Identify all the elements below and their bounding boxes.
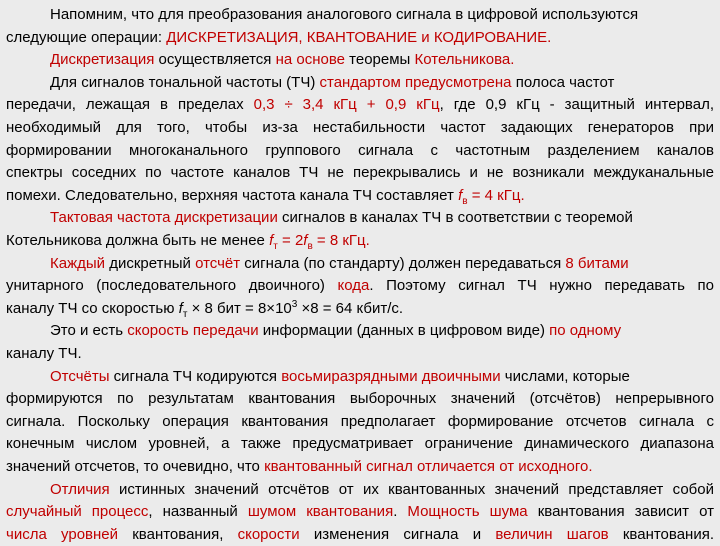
highlighted-text: скорость передачи bbox=[127, 322, 259, 340]
text-line bbox=[6, 298, 714, 320]
highlighted-text: f bbox=[303, 232, 308, 249]
highlighted-text: Котельникова. bbox=[414, 51, 515, 69]
highlighted-text: скорости bbox=[237, 525, 300, 543]
text-line bbox=[50, 366, 714, 388]
highlighted-text: = 8 кГц. bbox=[312, 232, 370, 249]
text-segment: унитарного (последовательного двоичного) bbox=[6, 277, 338, 295]
highlighted-text: по одному bbox=[549, 322, 622, 340]
text-segment: сигнала ТЧ кодируются bbox=[109, 367, 282, 385]
text-segment: квантования зависит от bbox=[527, 503, 714, 521]
highlighted-text: = 4 кГц. bbox=[467, 186, 525, 204]
text-line bbox=[50, 253, 714, 275]
highlighted-text: f bbox=[458, 186, 463, 204]
text-segment: осуществляется bbox=[154, 51, 276, 69]
text-line bbox=[50, 320, 714, 342]
highlighted-text: ДИСКРЕТИЗАЦИЯ, КВАНТОВАНИЕ и КОДИРОВАНИЕ. bbox=[166, 28, 552, 46]
highlighted-text: Отсчёты bbox=[50, 367, 110, 385]
text-segment: , где 0,9 кГц - защитный интервал, bbox=[439, 96, 714, 114]
text-line bbox=[50, 207, 714, 229]
text-segment: необходимый для того, чтобы из-за нестабильности частот задающих генераторов при bbox=[6, 119, 714, 136]
text-line bbox=[6, 230, 714, 252]
highlighted-text: f bbox=[269, 232, 274, 249]
text-line bbox=[6, 524, 714, 546]
text-segment: Котельникова должна быть не менее bbox=[6, 232, 270, 249]
highlighted-text: шумом квантования bbox=[247, 503, 394, 521]
text-segment: конечным числом уровней, а также предусматривает ограничение динамического диапазона bbox=[6, 435, 714, 453]
text-segment: сигнала. Поскольку операция квантования предполагает формирование отсчетов сигнала с bbox=[6, 412, 714, 430]
text-line bbox=[6, 343, 714, 365]
text-line bbox=[6, 433, 714, 455]
text-line bbox=[50, 49, 714, 71]
text-line bbox=[6, 27, 714, 49]
text-segment: f bbox=[178, 299, 183, 317]
text-segment: помехи. Следовательно, верхняя частота канала ТЧ составляет bbox=[6, 186, 459, 204]
highlighted-text: в bbox=[462, 195, 468, 207]
highlighted-text: в bbox=[307, 241, 313, 252]
text-segment: × 8 бит = 8×10 bbox=[187, 299, 292, 317]
highlighted-text: кода bbox=[337, 277, 370, 295]
text-segment: Это и есть bbox=[50, 322, 128, 340]
highlighted-text: стандартом предусмотрена bbox=[319, 73, 512, 91]
text-segment: каналу ТЧ. bbox=[6, 345, 82, 362]
highlighted-text: величин шагов bbox=[495, 525, 609, 543]
highlighted-text: квантованный сигнал отличается от исходного. bbox=[264, 458, 593, 475]
text-segment: спектры соседних по частоте каналов ТЧ не перекрывались и не возникали междуканальные bbox=[6, 164, 714, 182]
highlighted-text: т bbox=[273, 241, 278, 252]
text-line bbox=[50, 72, 714, 94]
text-segment: сигналов в каналах ТЧ в соответствии с теоремой bbox=[277, 209, 633, 227]
highlighted-text: Отличия bbox=[50, 480, 110, 498]
text-segment: т bbox=[182, 308, 188, 320]
highlighted-text: Дискретизация bbox=[50, 51, 155, 69]
text-segment: квантования, bbox=[118, 525, 238, 543]
text-segment: . bbox=[393, 503, 408, 521]
text-segment: Напомним, что для преобразования аналогового сигнала в цифровой используются bbox=[50, 6, 639, 23]
text-line bbox=[6, 456, 714, 478]
text-line bbox=[6, 185, 714, 207]
text-segment: сигнала (по стандарту) должен передаваться bbox=[240, 254, 566, 272]
text-segment: изменения сигнала и bbox=[299, 525, 496, 543]
text-line bbox=[6, 117, 714, 139]
highlighted-text: числа уровней bbox=[6, 525, 119, 543]
highlighted-text: = 2 bbox=[277, 232, 304, 249]
highlighted-text: 0,3 ÷ 3,4 кГц + 0,9 кГц bbox=[253, 96, 440, 114]
text-line bbox=[6, 162, 714, 184]
text-segment: значений отсчетов, то очевидно, что bbox=[6, 458, 265, 475]
text-line bbox=[50, 4, 714, 26]
highlighted-text: 8 битами bbox=[565, 254, 629, 272]
text-segment: 3 bbox=[291, 298, 298, 310]
text-segment: , названный bbox=[148, 503, 248, 521]
text-line bbox=[6, 501, 714, 523]
text-segment: передачи, лежащая в пределах bbox=[6, 96, 254, 114]
text-line bbox=[6, 140, 714, 162]
text-segment: квантования. bbox=[608, 525, 714, 543]
text-line bbox=[6, 275, 714, 297]
highlighted-text: Тактовая частота дискретизации bbox=[50, 209, 278, 227]
text-segment: следующие операции: bbox=[6, 28, 167, 46]
text-line bbox=[6, 388, 714, 410]
text-segment: . Поэтому сигнал ТЧ нужно передавать по bbox=[369, 277, 714, 295]
highlighted-text: восьмиразрядными двоичными bbox=[281, 367, 501, 385]
highlighted-text: случайный процесс bbox=[6, 503, 149, 521]
text-line bbox=[6, 411, 714, 433]
text-line bbox=[6, 94, 714, 116]
text-segment: истинных значений отсчётов от их квантованных значений представляет собой bbox=[109, 480, 714, 498]
text-segment: ×8 = 64 кбит/с. bbox=[297, 299, 404, 317]
text-segment: каналу ТЧ со скоростью bbox=[6, 299, 179, 317]
text-segment: Для сигналов тональной частоты (ТЧ) bbox=[50, 73, 320, 91]
highlighted-text: на основе bbox=[275, 51, 345, 69]
highlighted-text: отсчёт bbox=[195, 254, 241, 272]
text-segment: формируются по результатам квантования выборочных значений (отсчётов) непрерывного bbox=[6, 390, 714, 408]
text-segment: числами, которые bbox=[500, 367, 630, 385]
highlighted-text: Каждый bbox=[50, 254, 106, 272]
text-line bbox=[50, 479, 714, 501]
highlighted-text: Мощность шума bbox=[407, 503, 528, 521]
text-segment: полоса частот bbox=[511, 73, 615, 91]
text-segment: дискретный bbox=[105, 254, 196, 272]
text-segment: информации (данных в цифровом виде) bbox=[258, 322, 550, 340]
text-segment: формировании многоканального группового сигнала с частотным разделением каналов bbox=[6, 141, 714, 159]
text-segment: теоремы bbox=[345, 51, 415, 69]
